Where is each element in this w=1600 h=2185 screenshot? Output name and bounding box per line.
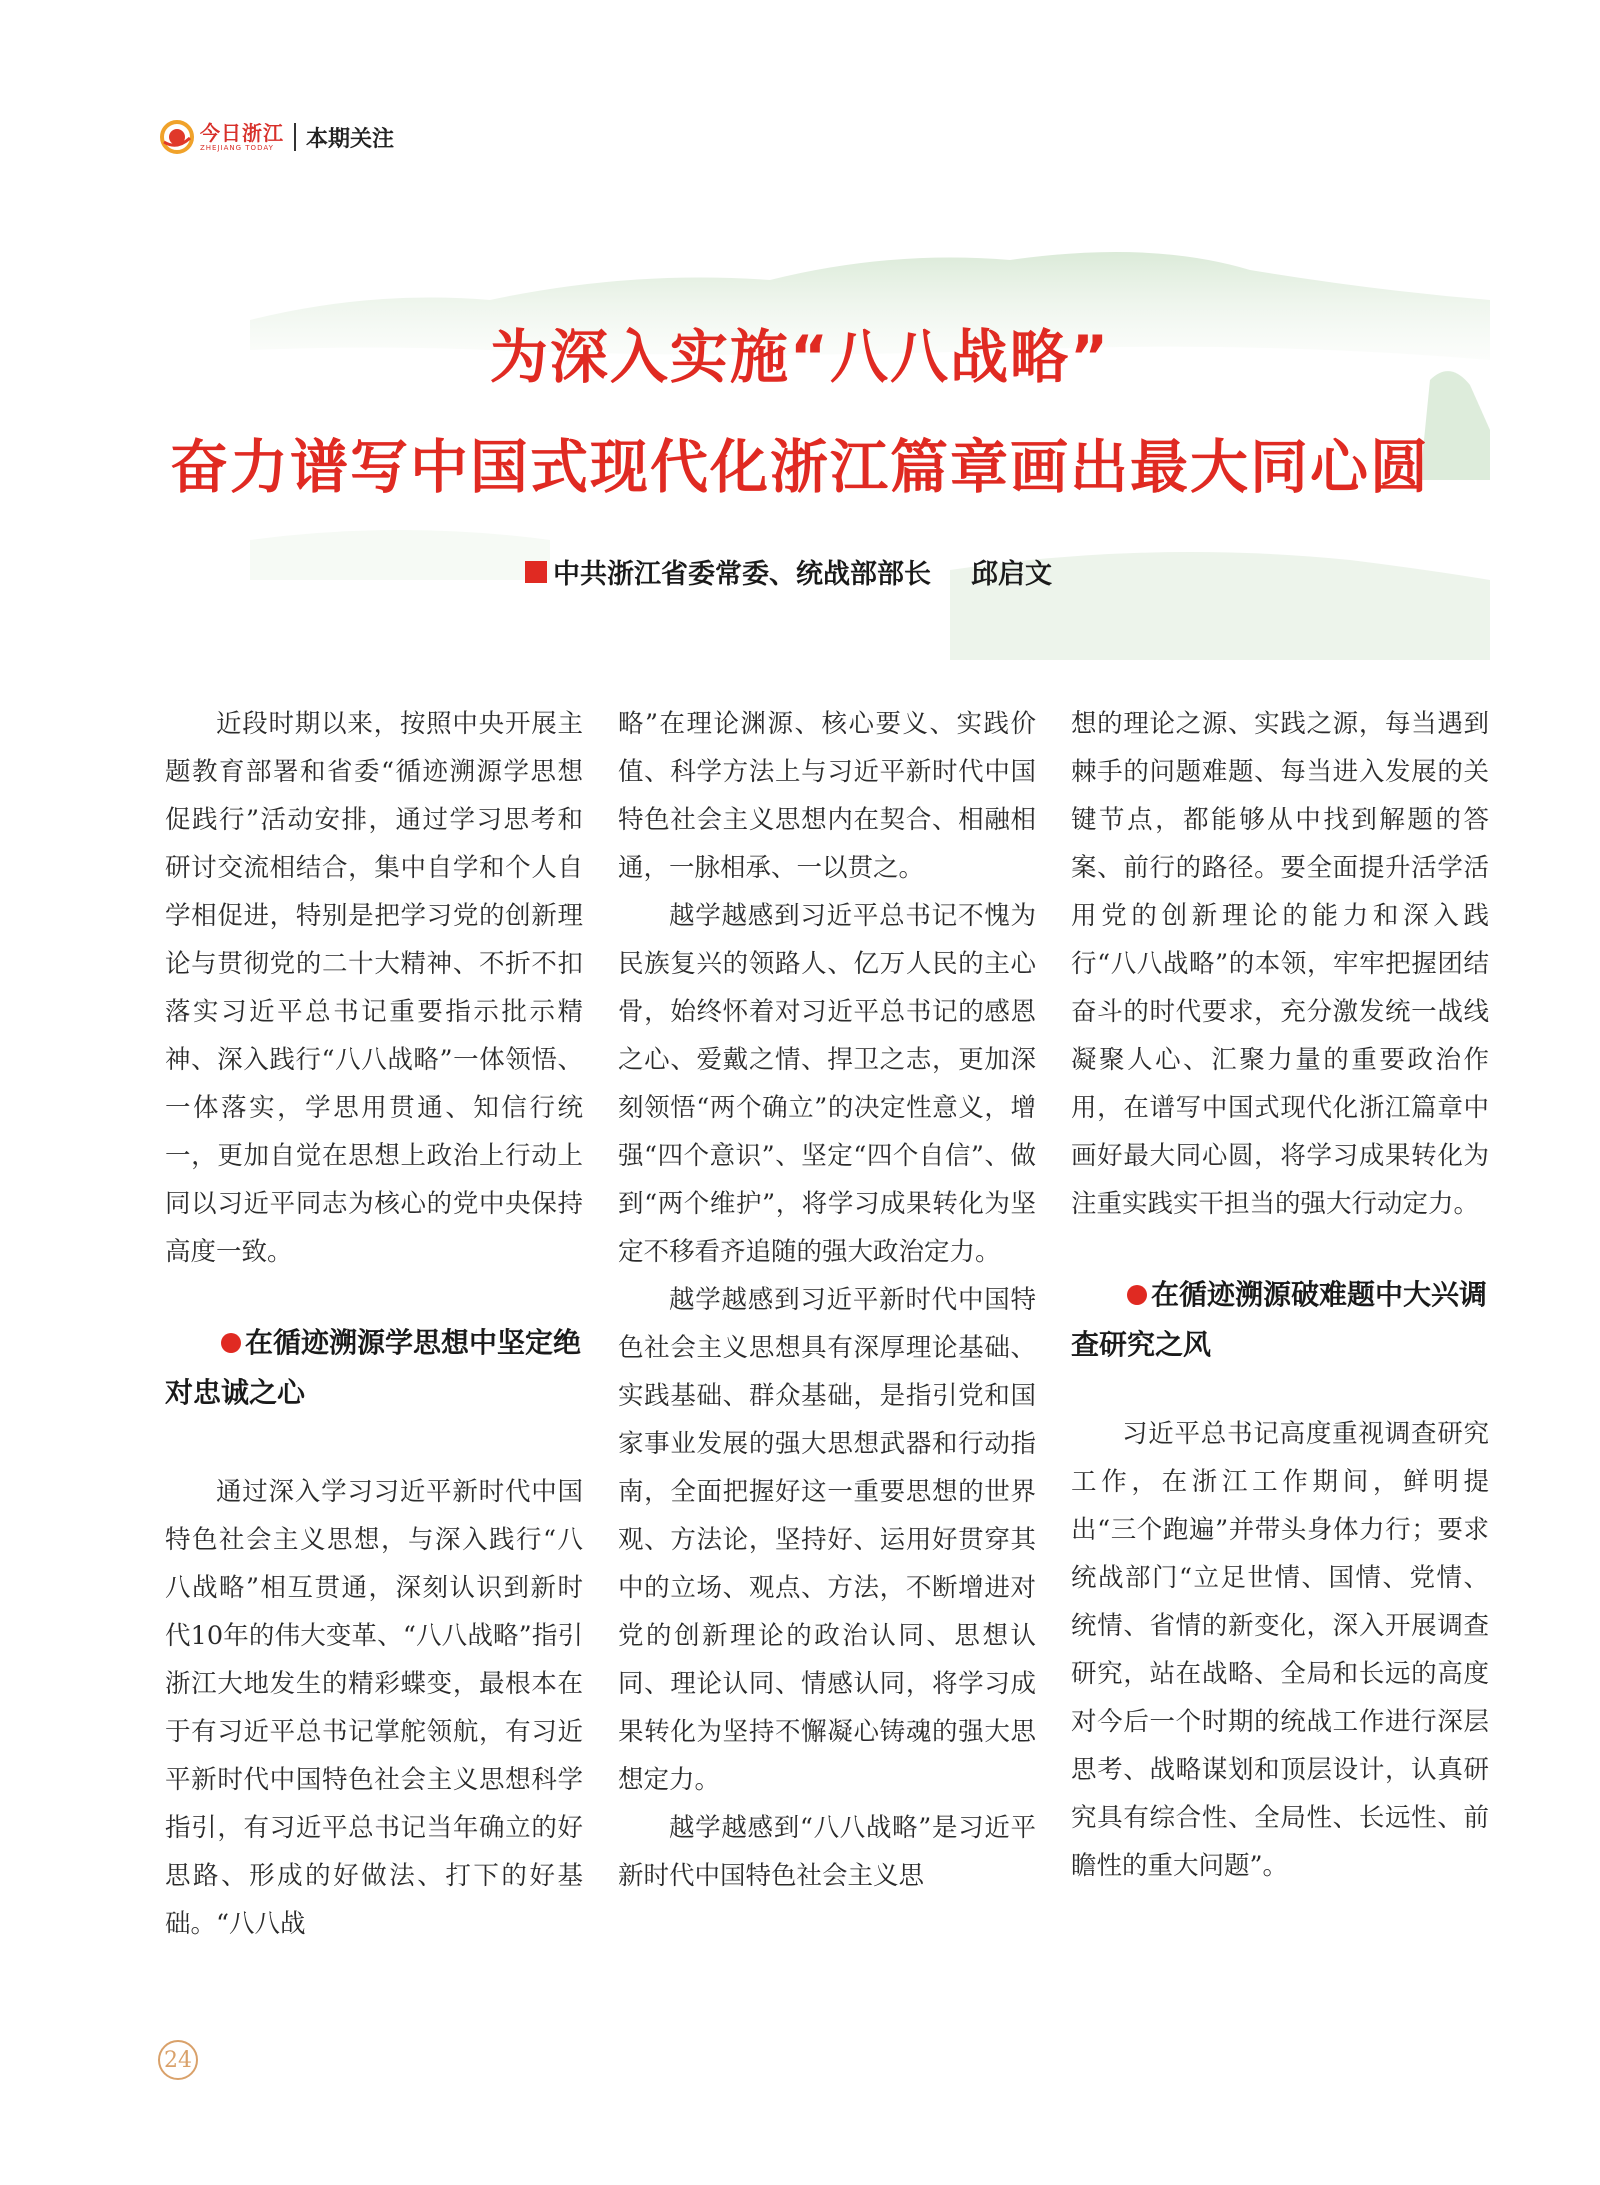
logo-wordmark <box>200 120 284 152</box>
paragraph: 越学越感到习近平总书记不愧为民族复兴的领路人、亿万人民的主心骨，始终怀着对习近平总书记的感恩之心、爱戴之情、捍卫之志，更加深刻领悟“两个确立”的决定性意义，增强“四个意识”、坚定“四个自信”、做到“两个维护”，将学习成果转化为坚定不移看齐追随的强大政治定力。 <box>618 901 1036 1267</box>
paragraph: 习近平总书记高度重视调查研究工作，在浙江工作期间，鲜明提出“三个跑遍”并带头身体力行；要求统战部门“立足世情、国情、党情、统情、省情的新变化，深入开展调查研究，站在战略、全局和长远的高度对今后一个时期的统战工作进行深层思考、战略谋划和顶层设计，认真研究具有综合性、全局性、长远性、前瞻性的重大问题”。 <box>1071 1419 1489 1881</box>
subheading-text: 在循迹溯源学思想中坚定绝对忠诚之心 <box>165 1326 582 1409</box>
red-square-icon <box>525 561 547 583</box>
author-position: 中共浙江省委常委、统战部部长 <box>553 559 931 590</box>
logo-english: ZHEJIANG TODAY <box>200 143 274 152</box>
paragraph-continued: 略”在理论渊源、核心要义、实践价值、科学方法上与习近平新时代中国特色社会主义思想内在契合、相融相通，一脉相承、一以贯之。 <box>618 709 1036 883</box>
paragraph-continued: 想的理论之源、实践之源，每当遇到棘手的问题难题、每当进入发展的关键节点，都能够从中找到解题的答案、前行的路径。要全面提升活学活用党的创新理论的能力和深入践行“八八战略”的本领，牢牢把握团结奋斗的时代要求，充分激发统一战线凝聚人心、汇聚力量的重要政治作用，在谱写中国式现代化浙江篇章中画好最大同心圆，将学习成果转化为注重实践实干担当的强大行动定力。 <box>1071 709 1489 1219</box>
page-number: 24 <box>158 2040 198 2080</box>
header-divider <box>294 123 296 151</box>
paragraph: 近段时期以来，按照中央开展主题教育部署和省委“循迹溯源学思想促践行”活动安排，通过学习思考和研讨交流相结合，集中自学和个人自学相促进，特别是把学习党的创新理论与贯彻党的二十大精神、不折不扣落实习近平总书记重要指示批示精神、深入践行“八八战略”一体领悟、一体落实，学思用贯通、知信行统一，更加自觉在思想上政治上行动上同以习近平同志为核心的党中央保持高度一致。 <box>165 709 583 1267</box>
paragraph: 越学越感到“八八战略”是习近平新时代中国特色社会主义思 <box>618 1813 1036 1891</box>
section-subheading <box>165 1318 583 1418</box>
zhejiang-today-logo-icon <box>160 120 194 154</box>
article-title-line-2: 奋力谱写中国式现代化浙江篇章画出最大同心圆 <box>169 433 1430 501</box>
text-column-2 <box>618 700 1036 1900</box>
article-title-line-1: 为深入实施“八八战略” <box>489 323 1111 391</box>
author-byline <box>525 552 1052 591</box>
paragraph: 通过深入学习习近平新时代中国特色社会主义思想，与深入践行“八八战略”相互贯通，深刻认识到新时代10年的伟大变革、“八八战略”指引浙江大地发生的精彩蝶变，最根本在于有习近平总书记掌舵领航，有习近平新时代中国特色社会主义思想科学指引，有习近平总书记当年确立的好思路、形成的好做法、打下的好基础。“八八战 <box>165 1477 583 1939</box>
paragraph: 越学越感到习近平新时代中国特色社会主义思想具有深厚理论基础、实践基础、群众基础，是指引党和国家事业发展的强大思想武器和行动指南，全面把握好这一重要思想的世界观、方法论，坚持好、运用好贯穿其中的立场、观点、方法，不断增进对党的创新理论的政治认同、思想认同、理论认同、情感认同，将学习成果转化为坚持不懈凝心铸魂的强大思想定力。 <box>618 1285 1036 1795</box>
logo-chinese: 今日浙江 <box>200 120 284 145</box>
section-subheading <box>1071 1270 1489 1370</box>
text-column-1 <box>165 700 583 1948</box>
red-dot-icon <box>1127 1285 1147 1305</box>
page-header <box>160 120 394 154</box>
subheading-text: 在循迹溯源破难题中大兴调查研究之风 <box>1071 1278 1488 1361</box>
red-dot-icon <box>221 1333 241 1353</box>
text-column-3 <box>1071 700 1489 1890</box>
section-name: 本期关注 <box>306 126 395 152</box>
author-name: 邱启文 <box>971 559 1052 590</box>
